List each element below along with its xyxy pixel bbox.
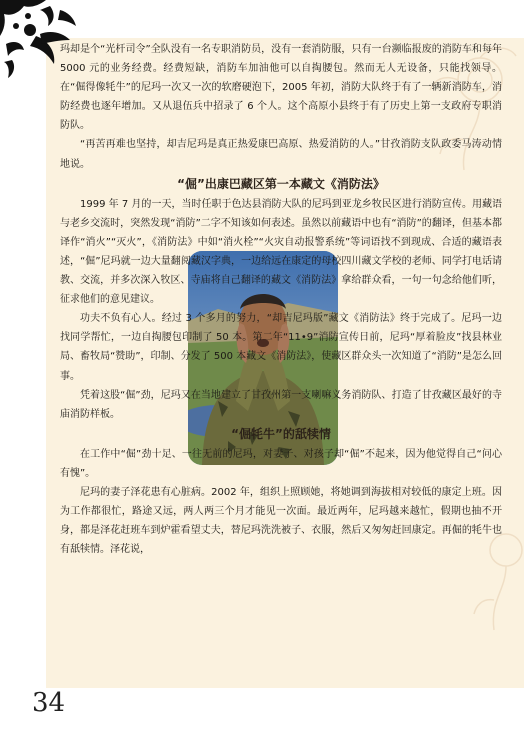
section-heading: “倔牦牛”的舐犊情 (231, 426, 331, 441)
paragraph: 功夫不负有心人。经过 3 个多月的努力，“却吉尼玛版”藏文《消防法》终于完成了。尼玛一边找同学帮忙，一边自掏腰包印制了 50 本。第二年“11•9”消防宣传日前，尼玛“厚着脸皮”找县林业局、畜牧局“赞助”，印制、分发了 500 本藏文《消防法》，使藏区群众头一次知道了“消防”是怎么回事。 (60, 313, 502, 382)
paragraph: 尼玛的妻子泽花患有心脏病。2002 年，组织上照顾她，将她调到海拔相对较低的康定上班。因为工作都很忙，路途又远，两人两三个月才能见一次面。最近两年，尼玛越来越忙，假期也抽不开身，都是泽花赶班车到炉霍看望丈夫，替尼玛洗洗被子、衣服，然后又匆匆赶回康定。再倔的牦牛也有舐犊情。泽花说， (60, 486, 502, 556)
article-body (60, 40, 502, 559)
paragraph: 玛却是个“光杆司令”全队没有一名专职消防员，没有一套消防服，只有一台濒临报废的消防车和每年 5000 元的业务经费。经费短缺，消防车加油他可以自掏腰包。然而无人无设备，只能找领导。在“倔得像牦牛”的尼玛一次又一次的软磨硬泡下，2005 年初，消防大队终于有了一辆新消防车，消防经费也逐年增加。又从退伍兵中招录了 6 个人。这个高原小县终于有了历史上第一支政府专职消防队。 (60, 44, 502, 132)
section-heading: “倔”出康巴藏区第一本藏文《消防法》 (177, 176, 385, 191)
paragraph: 在工作中“倔”劲十足、一往无前的尼玛，对妻子、对孩子却“倔”不起来，因为他觉得自己“问心有愧”。 (60, 448, 502, 479)
page-number: 34 (32, 688, 66, 718)
paragraph: “再苦再难也坚持，却吉尼玛是真正热爱康巴高原、热爱消防的人。”甘孜消防支队政委马涛动情地说。 (60, 139, 502, 170)
paragraph: 1999 年 7 月的一天，当时任职于色达县消防大队的尼玛到亚龙乡牧民区进行消防宣传。用藏语与老乡交流时，突然发现“消防”二字不知该如何表述。虽然以前藏语中也有“消防”的翻译，但基本都译作“消火”“灭火”，《消防法》中如“消火栓”“火灾自动报警系统”等词语找不到现成、合适的藏语表述，“倔”尼玛就一边大量翻阅藏汉字典，一边给远在康定的母校四川藏文学校的老师、同学打电话请教、交流，并多次深入牧区、寺庙将自己翻译的藏文《消防法》拿给群众看，一句一句念给他们听，征求他们的意见建议。 (60, 198, 502, 306)
paragraph: 凭着这股“倔”劲，尼玛又在当地建立了甘孜州第一支喇嘛义务消防队、打造了甘孜藏区最好的寺庙消防样板。 (60, 389, 502, 420)
